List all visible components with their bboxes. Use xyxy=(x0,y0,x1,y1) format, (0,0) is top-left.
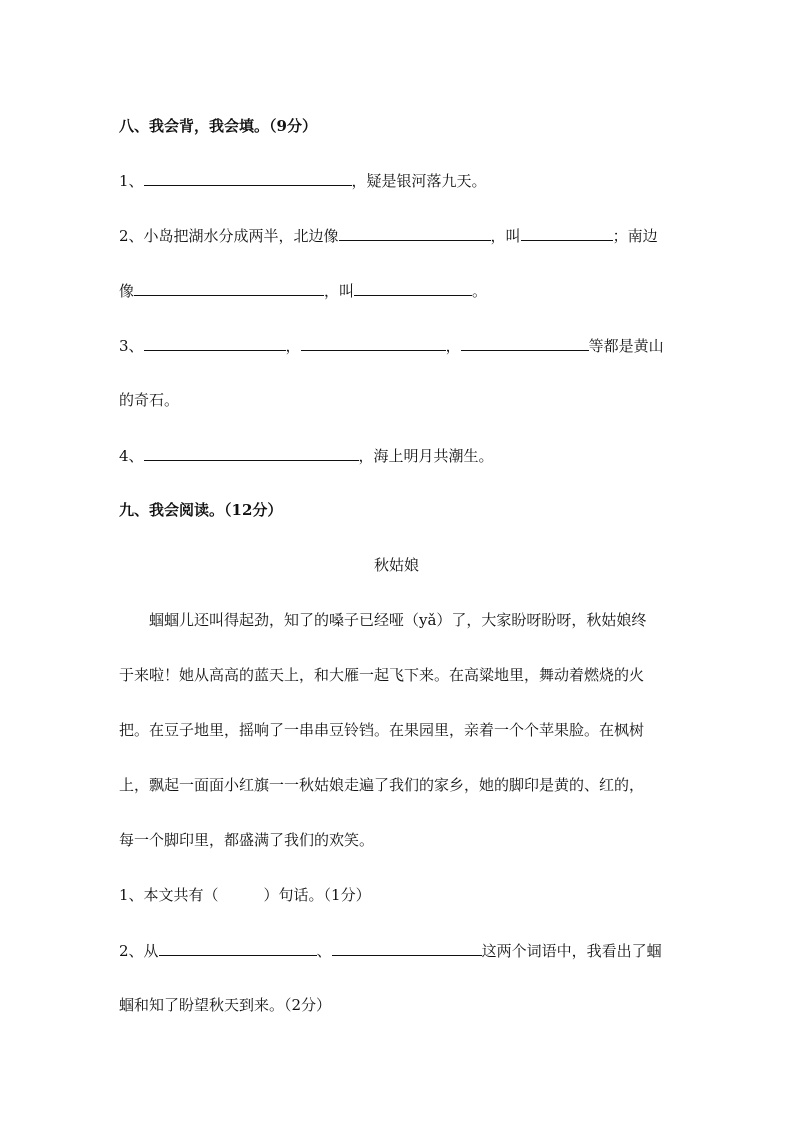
answer-blank[interactable] xyxy=(461,335,589,351)
answer-blank[interactable] xyxy=(339,225,491,241)
answer-blank[interactable] xyxy=(332,940,482,956)
question-8-3-continued: 的奇石。 xyxy=(119,391,180,409)
question-text: ，疑是银河落九天。 xyxy=(351,172,487,190)
question-9-2-continued: 蝈和知了盼望秋天到来。（2分） xyxy=(119,996,332,1014)
question-text: ， xyxy=(285,337,301,355)
answer-blank[interactable] xyxy=(144,335,286,351)
answer-blank[interactable] xyxy=(521,225,613,241)
question-text: ，海上明月共潮生。 xyxy=(358,447,494,465)
question-text: ， xyxy=(445,337,461,355)
question-8-1 xyxy=(119,170,487,191)
question-text: 这两个词语中，我看出了蝈 xyxy=(481,942,662,960)
question-text: 像 xyxy=(119,282,135,300)
question-number: 1、 xyxy=(119,172,144,190)
answer-blank[interactable] xyxy=(134,280,324,296)
question-9-2 xyxy=(119,940,662,961)
paragraph-line: 每一个脚印里，都盛满了我们的欢笑。 xyxy=(119,831,375,849)
answer-blank[interactable] xyxy=(354,280,472,296)
question-text: 等都是黄山 xyxy=(588,337,664,355)
answer-blank[interactable] xyxy=(301,335,446,351)
answer-blank[interactable] xyxy=(144,445,359,461)
question-8-4 xyxy=(119,445,494,466)
question-8-2-continued xyxy=(119,280,487,301)
answer-blank[interactable] xyxy=(144,170,352,186)
question-text: 。 xyxy=(472,282,488,300)
reading-title: 秋姑娘 xyxy=(373,556,419,574)
paragraph-line: 于来啦！她从高高的蓝天上，和大雁一起飞下来。在高粱地里，舞动着燃烧的火 xyxy=(119,666,645,684)
paragraph-line: 上，飘起一面面小红旗一一秋姑娘走遍了我们的家乡，她的脚印是黄的、红的， xyxy=(119,776,645,794)
section-8-heading: 八、我会背，我会填。（9分） xyxy=(119,117,317,135)
question-text: ，叫 xyxy=(490,227,521,245)
answer-blank[interactable] xyxy=(159,940,317,956)
paragraph-line: 蝈蝈儿还叫得起劲，知了的嗓子已经哑（yǎ）了，大家盼呀盼呀，秋姑娘终 xyxy=(149,611,647,629)
question-text: ，叫 xyxy=(324,282,355,300)
question-text: 2、从 xyxy=(119,942,159,960)
section-9-heading: 九、我会阅读。（12分） xyxy=(119,501,283,519)
question-number: 3、 xyxy=(119,337,144,355)
question-text: 2、小岛把湖水分成两半，北边像 xyxy=(119,227,339,245)
question-9-1: 1、本文共有（ ）句话。（1分） xyxy=(119,886,371,904)
question-text: 、 xyxy=(316,942,332,960)
question-number: 4、 xyxy=(119,447,144,465)
question-text: ；南边 xyxy=(612,227,658,245)
question-8-2 xyxy=(119,225,658,246)
question-8-3 xyxy=(119,335,664,356)
paragraph-line: 把。在豆子地里，摇响了一串串豆铃铛。在果园里，亲着一个个苹果脸。在枫树 xyxy=(119,721,645,739)
